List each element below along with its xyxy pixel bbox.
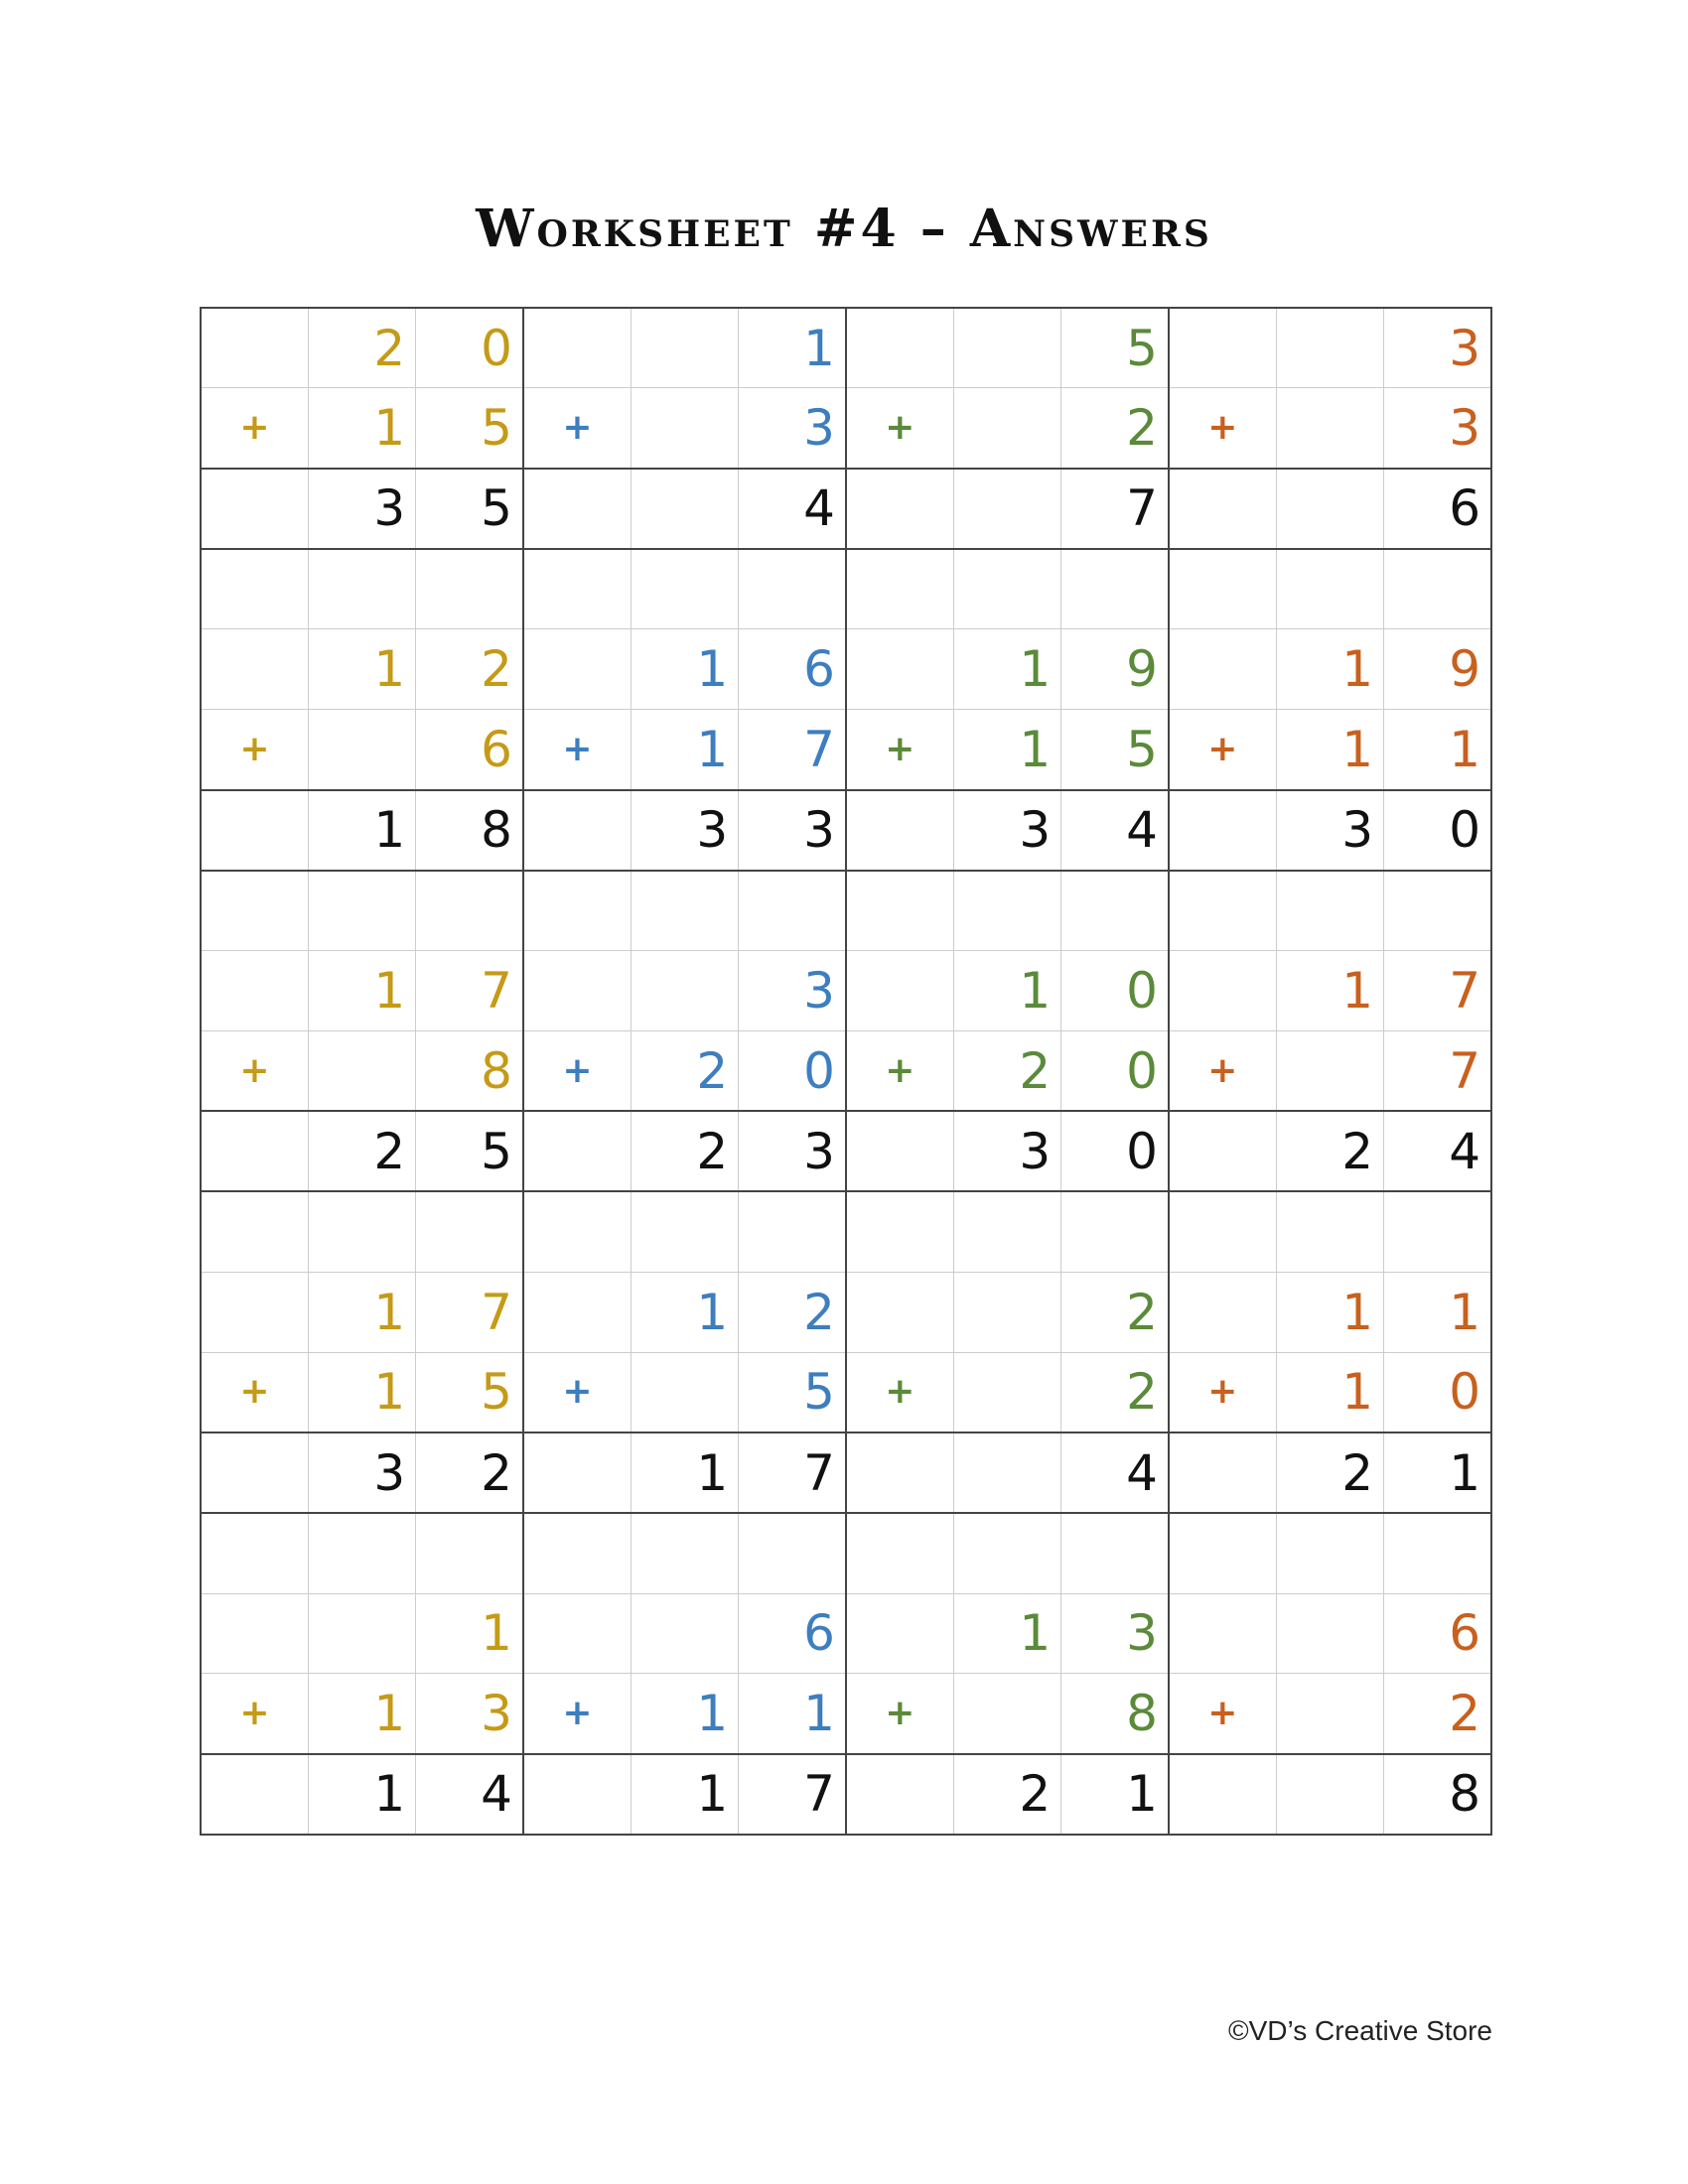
- grid-cell: [523, 1754, 631, 1835]
- grid-cell: [201, 1433, 308, 1513]
- grid-cell: [1384, 1191, 1491, 1272]
- grid-cell: [201, 951, 308, 1031]
- addend-digit: 0: [739, 1030, 846, 1111]
- addend-digit: 8: [416, 1030, 523, 1111]
- grid-cell: [846, 790, 953, 871]
- grid-cell: [953, 1433, 1060, 1513]
- addend-digit: 2: [1061, 1272, 1169, 1352]
- addend-digit: 3: [1384, 388, 1491, 469]
- grid-cell: [308, 1513, 415, 1593]
- grid-cell: [1276, 1674, 1383, 1754]
- addend-digit: 2: [739, 1272, 846, 1352]
- addend-digit: 1: [739, 1674, 846, 1754]
- addend-digit: 1: [631, 710, 738, 790]
- grid-cell: [846, 629, 953, 710]
- grid-cell: [308, 1191, 415, 1272]
- grid-cell: [523, 1433, 631, 1513]
- grid-cell: [201, 549, 308, 629]
- grid-cell: [1169, 629, 1276, 710]
- plus-sign: +: [523, 1352, 631, 1433]
- grid-cell: [631, 1593, 738, 1674]
- grid-cell: [1061, 1191, 1169, 1272]
- addend-digit: 1: [631, 629, 738, 710]
- sum-row: [201, 790, 1491, 871]
- spacer-row: [201, 871, 1491, 951]
- grid-cell: [953, 1513, 1060, 1593]
- plus-sign: +: [201, 1352, 308, 1433]
- grid-cell: [953, 469, 1060, 549]
- answer-digit: 4: [1384, 1111, 1491, 1191]
- grid-cell: [953, 388, 1060, 469]
- addend-digit: 1: [1384, 1272, 1491, 1352]
- grid-cell: [631, 1191, 738, 1272]
- grid-cell: [739, 1191, 846, 1272]
- grid-cell: [523, 871, 631, 951]
- grid-cell: [201, 308, 308, 388]
- addend-digit: 1: [739, 308, 846, 388]
- plus-sign: +: [523, 1674, 631, 1754]
- grid-cell: [308, 1593, 415, 1674]
- answer-digit: 1: [308, 790, 415, 871]
- grid-cell: [201, 629, 308, 710]
- addend-digit: 1: [1276, 1352, 1383, 1433]
- grid-cell: [1169, 871, 1276, 951]
- answer-digit: 5: [416, 1111, 523, 1191]
- grid-cell: [953, 1191, 1060, 1272]
- grid-cell: [1169, 790, 1276, 871]
- grid-cell: [523, 308, 631, 388]
- grid-cell: [1384, 871, 1491, 951]
- grid-cell: [523, 951, 631, 1031]
- grid-cell: [308, 1030, 415, 1111]
- addend-digit: 2: [308, 308, 415, 388]
- answer-digit: 4: [739, 469, 846, 549]
- addend-digit: 1: [953, 629, 1060, 710]
- grid-cell: [1169, 1593, 1276, 1674]
- grid-cell: [846, 469, 953, 549]
- grid-cell: [631, 469, 738, 549]
- grid-cell: [631, 549, 738, 629]
- answer-digit: 0: [1384, 790, 1491, 871]
- addend-digit: 7: [416, 951, 523, 1031]
- page-title: Worksheet #4 – Answers: [476, 199, 1212, 259]
- addend-digit: 1: [416, 1593, 523, 1674]
- addend-digit: 2: [953, 1030, 1060, 1111]
- addend-digit: 2: [1061, 1352, 1169, 1433]
- grid-cell: [846, 1191, 953, 1272]
- grid-cell: [523, 549, 631, 629]
- plus-sign: +: [846, 388, 953, 469]
- grid-cell: [1169, 1754, 1276, 1835]
- grid-cell: [201, 1754, 308, 1835]
- answer-digit: 3: [308, 469, 415, 549]
- plus-sign: +: [846, 1030, 953, 1111]
- addend-digit: 2: [1384, 1674, 1491, 1754]
- answer-digit: 2: [308, 1111, 415, 1191]
- addend-digit: 3: [1061, 1593, 1169, 1674]
- plus-sign: +: [201, 1674, 308, 1754]
- grid-cell: [1276, 1754, 1383, 1835]
- answer-digit: 3: [953, 790, 1060, 871]
- plus-sign: +: [523, 388, 631, 469]
- addend-digit: 7: [739, 710, 846, 790]
- grid-cell: [1169, 1111, 1276, 1191]
- grid-cell: [1384, 1513, 1491, 1593]
- top-row: [201, 629, 1491, 710]
- grid-cell: [201, 1272, 308, 1352]
- addend-digit: 2: [416, 629, 523, 710]
- grid-cell: [631, 388, 738, 469]
- grid-cell: [201, 1191, 308, 1272]
- answer-digit: 3: [631, 790, 738, 871]
- grid-cell: [1061, 871, 1169, 951]
- plus-sign: +: [201, 1030, 308, 1111]
- grid-cell: [201, 871, 308, 951]
- answer-digit: 3: [953, 1111, 1060, 1191]
- grid-cell: [1276, 1593, 1383, 1674]
- addend-digit: 1: [308, 388, 415, 469]
- top-row: [201, 1593, 1491, 1674]
- answer-digit: 1: [1384, 1433, 1491, 1513]
- spacer-row: [201, 1513, 1491, 1593]
- grid-cell: [1169, 308, 1276, 388]
- grid-cell: [631, 1352, 738, 1433]
- grid-cell: [523, 1272, 631, 1352]
- grid-cell: [1169, 1191, 1276, 1272]
- grid-cell: [1276, 388, 1383, 469]
- grid-cell: [201, 1513, 308, 1593]
- addend-digit: 5: [416, 388, 523, 469]
- addend-digit: 2: [1061, 388, 1169, 469]
- grid-cell: [308, 549, 415, 629]
- addend-digit: 7: [1384, 951, 1491, 1031]
- grid-cell: [1169, 1433, 1276, 1513]
- grid-cell: [953, 871, 1060, 951]
- grid-cell: [953, 1352, 1060, 1433]
- copyright-footer: ©VD’s Creative Store: [1228, 2015, 1492, 2046]
- addend-digit: 5: [416, 1352, 523, 1433]
- plus-sign: +: [846, 1352, 953, 1433]
- addend-digit: 1: [631, 1272, 738, 1352]
- answer-digit: 2: [1276, 1433, 1383, 1513]
- addend-digit: 1: [1276, 951, 1383, 1031]
- grid-cell: [953, 549, 1060, 629]
- answer-digit: 1: [308, 1754, 415, 1835]
- sum-row: [201, 1754, 1491, 1835]
- grid-cell: [846, 1593, 953, 1674]
- answer-digit: 2: [953, 1754, 1060, 1835]
- grid-cell: [1276, 1513, 1383, 1593]
- sum-row: [201, 1433, 1491, 1513]
- grid-cell: [846, 1754, 953, 1835]
- addend-digit: 1: [1276, 629, 1383, 710]
- plus-sign: +: [846, 1674, 953, 1754]
- addend-digit: 1: [953, 1593, 1060, 1674]
- grid-cell: [523, 469, 631, 549]
- addition-problems-table: [200, 307, 1492, 1836]
- addend-digit: 3: [739, 951, 846, 1031]
- grid-cell: [1276, 308, 1383, 388]
- addend-digit: 5: [739, 1352, 846, 1433]
- top-row: [201, 951, 1491, 1031]
- grid-cell: [1384, 549, 1491, 629]
- spacer-row: [201, 549, 1491, 629]
- addend-digit: 1: [1276, 710, 1383, 790]
- plus-sign: +: [1169, 710, 1276, 790]
- answer-digit: 1: [631, 1754, 738, 1835]
- grid-cell: [631, 951, 738, 1031]
- answer-digit: 0: [1061, 1111, 1169, 1191]
- grid-cell: [631, 871, 738, 951]
- addend-digit: 1: [953, 710, 1060, 790]
- grid-cell: [523, 1111, 631, 1191]
- addend-digit: 6: [1384, 1593, 1491, 1674]
- grid-cell: [1276, 549, 1383, 629]
- answer-digit: 3: [739, 1111, 846, 1191]
- grid-cell: [308, 871, 415, 951]
- grid-cell: [416, 1513, 523, 1593]
- answer-digit: 3: [739, 790, 846, 871]
- answer-digit: 3: [1276, 790, 1383, 871]
- grid-cell: [631, 308, 738, 388]
- grid-cell: [846, 1111, 953, 1191]
- answer-digit: 2: [416, 1433, 523, 1513]
- grid-cell: [1169, 1513, 1276, 1593]
- grid-cell: [953, 1674, 1060, 1754]
- answer-digit: 6: [1384, 469, 1491, 549]
- grid-cell: [416, 1191, 523, 1272]
- addend-digit: 1: [308, 1352, 415, 1433]
- grid-cell: [1276, 1030, 1383, 1111]
- answer-digit: 1: [1061, 1754, 1169, 1835]
- addend-digit: 5: [1061, 710, 1169, 790]
- plus-sign: +: [523, 1030, 631, 1111]
- grid-cell: [1276, 1191, 1383, 1272]
- grid-cell: [846, 1513, 953, 1593]
- addend-digit: 1: [308, 629, 415, 710]
- grid-cell: [846, 1272, 953, 1352]
- addend-digit: 0: [1061, 951, 1169, 1031]
- grid-cell: [1061, 549, 1169, 629]
- sum-row: [201, 469, 1491, 549]
- grid-cell: [846, 871, 953, 951]
- grid-cell: [739, 549, 846, 629]
- addend-digit: 3: [1384, 308, 1491, 388]
- answer-digit: 4: [1061, 790, 1169, 871]
- answer-digit: 2: [631, 1111, 738, 1191]
- addend-digit: 6: [739, 1593, 846, 1674]
- addend-digit: 1: [308, 1674, 415, 1754]
- grid-cell: [1169, 469, 1276, 549]
- bottom-row: [201, 1030, 1491, 1111]
- addend-digit: 1: [308, 1272, 415, 1352]
- answer-digit: 7: [739, 1754, 846, 1835]
- grid-cell: [1276, 469, 1383, 549]
- grid-cell: [1169, 549, 1276, 629]
- addend-digit: 9: [1384, 629, 1491, 710]
- bottom-row: [201, 388, 1491, 469]
- addend-digit: 0: [416, 308, 523, 388]
- plus-sign: +: [523, 710, 631, 790]
- addend-digit: 1: [631, 1674, 738, 1754]
- grid-cell: [523, 1513, 631, 1593]
- grid-cell: [308, 710, 415, 790]
- addend-digit: 2: [631, 1030, 738, 1111]
- grid-cell: [739, 1513, 846, 1593]
- addend-digit: 8: [1061, 1674, 1169, 1754]
- top-row: [201, 308, 1491, 388]
- answer-digit: 8: [416, 790, 523, 871]
- addend-digit: 6: [739, 629, 846, 710]
- addend-digit: 5: [1061, 308, 1169, 388]
- answer-digit: 1: [631, 1433, 738, 1513]
- answer-digit: 4: [1061, 1433, 1169, 1513]
- addend-digit: 3: [739, 388, 846, 469]
- spacer-row: [201, 1191, 1491, 1272]
- top-row: [201, 1272, 1491, 1352]
- grid-cell: [416, 549, 523, 629]
- plus-sign: +: [1169, 1352, 1276, 1433]
- grid-cell: [846, 549, 953, 629]
- addend-digit: 9: [1061, 629, 1169, 710]
- grid-cell: [201, 790, 308, 871]
- grid-cell: [523, 790, 631, 871]
- addend-digit: 7: [416, 1272, 523, 1352]
- grid-cell: [201, 469, 308, 549]
- grid-cell: [631, 1513, 738, 1593]
- plus-sign: +: [1169, 388, 1276, 469]
- bottom-row: [201, 1674, 1491, 1754]
- grid-cell: [1169, 1272, 1276, 1352]
- addend-digit: 1: [1276, 1272, 1383, 1352]
- grid-cell: [739, 871, 846, 951]
- answer-digit: 7: [739, 1433, 846, 1513]
- plus-sign: +: [1169, 1030, 1276, 1111]
- plus-sign: +: [1169, 1674, 1276, 1754]
- grid-cell: [846, 951, 953, 1031]
- grid-cell: [201, 1111, 308, 1191]
- plus-sign: +: [846, 710, 953, 790]
- sum-row: [201, 1111, 1491, 1191]
- answer-digit: 7: [1061, 469, 1169, 549]
- answer-digit: 5: [416, 469, 523, 549]
- addend-digit: 0: [1061, 1030, 1169, 1111]
- bottom-row: [201, 1352, 1491, 1433]
- grid-cell: [201, 1593, 308, 1674]
- grid-cell: [1061, 1513, 1169, 1593]
- grid-cell: [523, 1593, 631, 1674]
- answer-digit: 3: [308, 1433, 415, 1513]
- plus-sign: +: [201, 388, 308, 469]
- addend-digit: 3: [416, 1674, 523, 1754]
- grid-cell: [416, 871, 523, 951]
- grid-cell: [953, 308, 1060, 388]
- answer-digit: 2: [1276, 1111, 1383, 1191]
- plus-sign: +: [201, 710, 308, 790]
- answer-digit: 4: [416, 1754, 523, 1835]
- grid-cell: [846, 1433, 953, 1513]
- bottom-row: [201, 710, 1491, 790]
- addend-digit: 1: [308, 951, 415, 1031]
- grid-cell: [523, 629, 631, 710]
- addend-digit: 0: [1384, 1352, 1491, 1433]
- grid-cell: [523, 1191, 631, 1272]
- addend-digit: 6: [416, 710, 523, 790]
- addend-digit: 7: [1384, 1030, 1491, 1111]
- addend-digit: 1: [953, 951, 1060, 1031]
- addend-digit: 1: [1384, 710, 1491, 790]
- worksheet-grid: [200, 307, 1492, 1836]
- answer-digit: 8: [1384, 1754, 1491, 1835]
- grid-cell: [953, 1272, 1060, 1352]
- grid-cell: [1276, 871, 1383, 951]
- grid-cell: [1169, 951, 1276, 1031]
- grid-cell: [846, 308, 953, 388]
